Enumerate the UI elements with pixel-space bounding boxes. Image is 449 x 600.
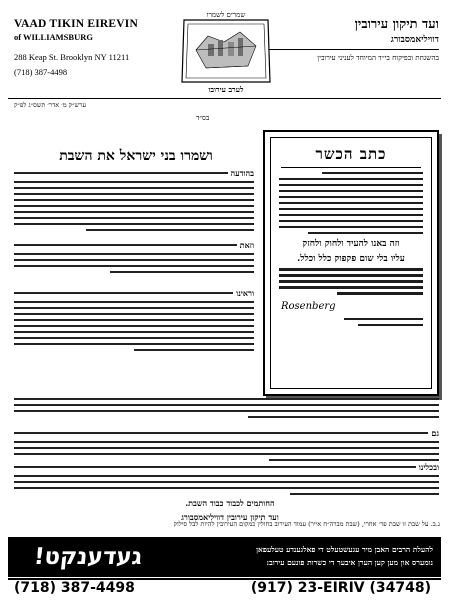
certificate-title: כתב הכשר [315,145,387,163]
paragraph-4-lead: גם [431,428,439,438]
certificate-footer [271,318,431,326]
english-header [14,18,182,77]
banner-line-1: להעלת הרבים האבן מיר עגעשטעלט די פאלגענדע טעלעפאן [256,545,433,554]
org-subtitle-hebrew: דוויליאמסבורג [390,35,439,45]
paragraph-2 [14,240,254,277]
paragraph-3 [14,288,254,355]
org-subtitle-english: of WILLIAMSBURG [14,32,93,42]
logo-bottom-text: לערב עירובו [208,85,244,94]
org-name-hebrew: ועד תיקון עירובין [354,17,439,32]
supervision-line: בהשגחת ובפיקוח בי״ד המיוחד לעניני עירובין [269,49,439,62]
paragraph-1-lead: בהודעה [230,168,254,178]
paragraph-3-continued [14,398,439,422]
paragraph-5 [14,462,439,499]
org-phone: (718) 387-4498 [14,67,68,77]
closing-signatures [130,498,330,522]
reminder-banner [8,537,441,577]
certificate-body-top [271,172,431,234]
header-divider [8,98,441,99]
certificate-body-bottom [271,268,431,294]
certificate-frame [270,137,432,389]
banner-message [163,543,433,569]
kosher-certificate [263,130,439,396]
paragraph-3-lead: וראינו [236,288,254,298]
org-address: 288 Keap St. Brooklyn NY 11211 [14,52,130,62]
hebrew-header [269,16,439,62]
banner-line-2: נומערס און מען קען הערן איבער די כשרות פונעם עירוב: [266,558,433,567]
eruv-logo [178,6,274,96]
org-name-english: VAAD TIKIN EIREVIN [14,18,138,30]
bsd-mark: בס״ד [196,114,210,122]
main-title: ושמרו בני ישראל את השבת [59,148,213,164]
date-line: ערש״ק מ׳ אדר׳ תשס״ג לפ״ק [14,101,87,109]
certificate-emphasis-2: עליו בלי שום פקפוק כלל וכלל. [297,254,405,265]
certificate-divider [281,167,421,168]
footnote: נ.ב. על שבת זו שבת פר׳ אחרי, (שבת מברה״ח אייר) עמוד העירוב בחולין כמקום העירובין להיות לבל סילוק [173,520,440,528]
hotline-phone-2[interactable]: (917) 23-EIRIV (34748) [250,580,431,596]
hotline-numbers [8,578,441,600]
hotline-phone-1[interactable]: (718) 387-4498 [14,580,135,596]
closing-line-1: החותמים לכבוד כבוד השבת. [185,498,275,508]
paragraph-1 [14,168,254,235]
paragraph-2-lead: וזאת [239,240,254,250]
city-skyline [196,32,256,68]
closing-line-2: ועד תיקון עירובין דוויליאמסבורג [181,512,279,522]
paragraph-4 [14,428,439,465]
logo-top-text: שמרים לשמרו [206,11,246,19]
banner-headline: געדענקט! [32,544,144,570]
paragraph-5-lead: ובכלינו [418,462,439,472]
certificate-emphasis-1: וזה באנו להעיד ולחוק ולחזק [302,239,400,250]
certificate-signature: Rosenberg [281,300,336,312]
